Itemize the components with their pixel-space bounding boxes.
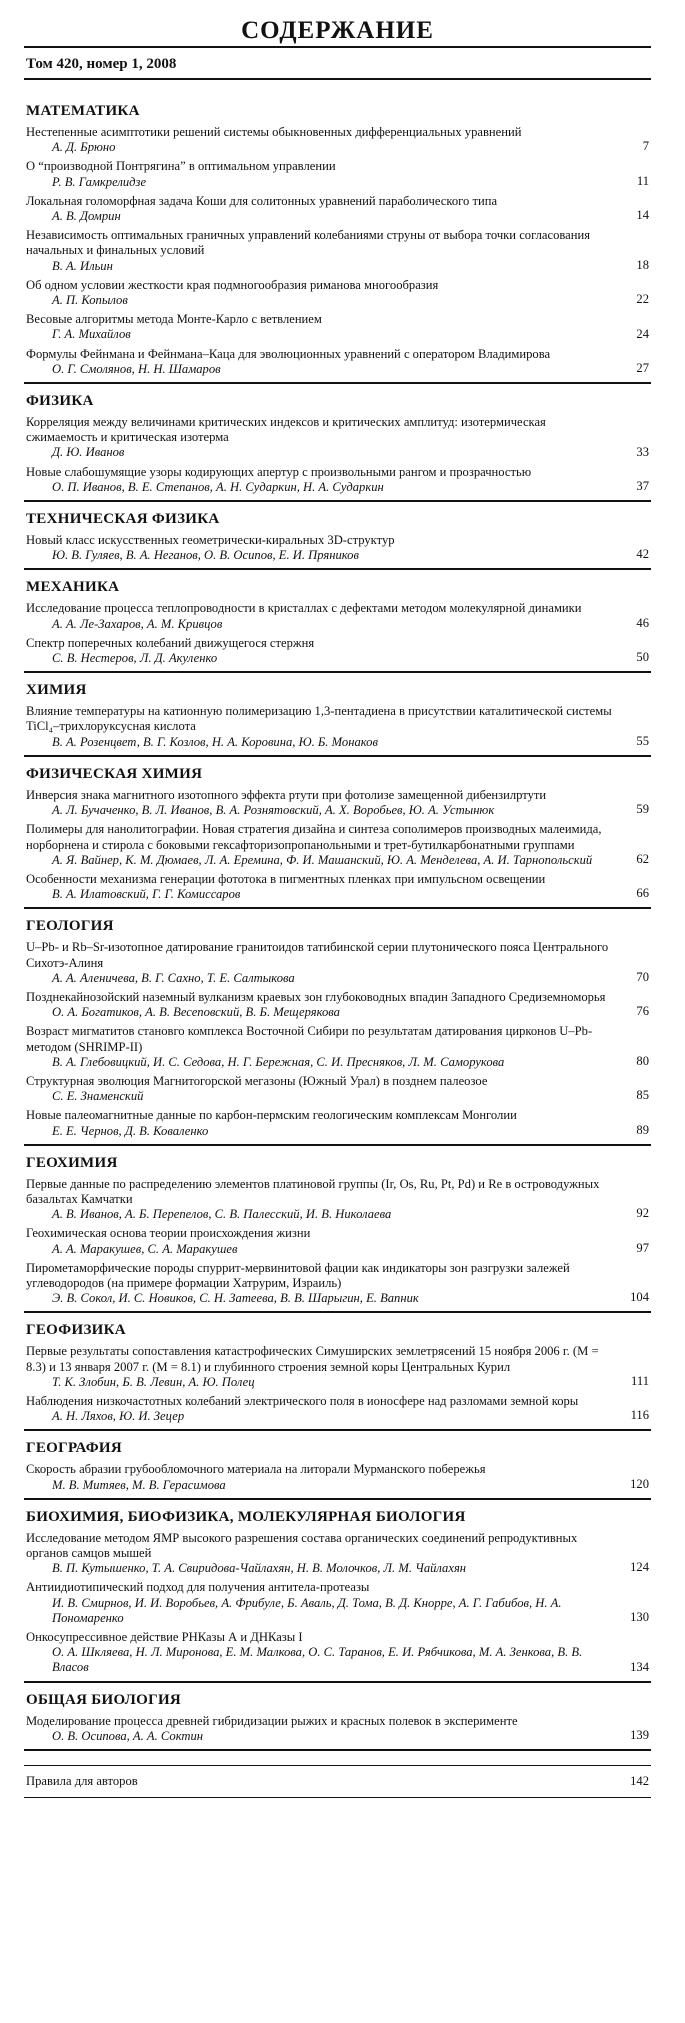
- section: [24, 761, 651, 909]
- section-heading: ГЕОГРАФИЯ: [26, 1440, 122, 1457]
- article-authors: А. Л. Бучаченко, В. Л. Иванов, В. А. Рознятовский, А. Х. Воробьев, Ю. А. Устынюк: [52, 803, 495, 818]
- section: [24, 574, 651, 673]
- article-entry[interactable]: [24, 821, 651, 869]
- article-page-number: 14: [636, 208, 649, 223]
- article-entry[interactable]: [24, 600, 651, 632]
- article-entry[interactable]: [24, 532, 651, 564]
- article-entry[interactable]: [24, 787, 651, 819]
- article-title: О “производной Понтрягина” в оптимальном управлении: [26, 159, 336, 174]
- section: [24, 1687, 651, 1751]
- article-title: Влияние температуры на катионную полимеризацию 1,3-пентадиена в присутствии каталитической системы TiCl₄–трихлоруксусная кислота: [26, 704, 612, 734]
- article-title: Об одном условии жесткости края подмногообразия риманова многообразия: [26, 277, 439, 292]
- article-title: Корреляция между величинами критических индексов и критических амплитуд: изотермическая сжимаемость и критическая изотерма: [26, 415, 546, 445]
- article-entry[interactable]: [24, 124, 651, 156]
- article-entry[interactable]: [24, 1225, 651, 1257]
- article-title: Нестепенные асимптотики решений системы обыкновенных дифференциальных уравнений: [26, 125, 522, 139]
- article-page-number: 55: [636, 733, 649, 748]
- article-authors: О. П. Иванов, В. Е. Степанов, А. Н. Сударкин, Н. А. Сударкин: [52, 479, 384, 494]
- section-heading: ХИМИЯ: [26, 682, 87, 699]
- sections-list: [24, 98, 651, 1751]
- article-page-number: 59: [636, 802, 649, 817]
- article-entry[interactable]: [24, 989, 651, 1021]
- article-page-number: 104: [630, 1290, 649, 1305]
- article-entry[interactable]: [24, 1260, 651, 1308]
- article-page-number: 11: [636, 173, 649, 188]
- article-title: Новые палеомагнитные данные по карбон-пермским геологическим комплексам Монголии: [26, 1108, 517, 1123]
- article-title: Скорость абразии грубообломочного материала на литорали Мурманского побережья: [26, 1462, 486, 1477]
- article-title: Инверсия знака магнитного изотопного эффекта ртути при фотолизе замещенной дибензилртути: [26, 787, 547, 802]
- article-title: Первые данные по распределению элементов платиновой группы (Ir, Os, Ru, Pt, Pd) и Re в островодужных базальтах Камчатки: [26, 1176, 600, 1206]
- article-authors: Ю. В. Гуляев, В. А. Неганов, О. В. Осипов, Е. И. Пряников: [52, 548, 359, 563]
- section-heading: МАТЕМАТИКА: [26, 103, 140, 119]
- article-entry[interactable]: [24, 1073, 651, 1105]
- article-authors: В. А. Глебовицкий, И. С. Седова, Н. Г. Бережная, С. И. Пресняков, Л. М. Саморукова: [52, 1054, 505, 1069]
- section-heading: МЕХАНИКА: [26, 579, 120, 596]
- article-authors: О. А. Богатиков, А. В. Весеповский, В. Б. Мещерякова: [52, 1005, 340, 1020]
- footer-label: Правила для авторов: [26, 1774, 138, 1789]
- section-heading: ГЕОЛОГИЯ: [26, 918, 114, 935]
- article-authors: А. В. Иванов, А. Б. Перепелов, С. В. Палесский, И. В. Николаева: [52, 1207, 392, 1222]
- article-page-number: 42: [636, 547, 649, 562]
- article-page-number: 7: [642, 139, 649, 154]
- article-entry[interactable]: [24, 227, 651, 275]
- article-authors: Е. Е. Чернов, Д. В. Коваленко: [52, 1123, 209, 1138]
- article-entry[interactable]: [24, 1579, 651, 1627]
- footer-page: 142: [630, 1774, 649, 1789]
- article-title: Формулы Фейнмана и Фейнмана–Каца для эволюционных уравнений с оператором Владимирова: [26, 346, 551, 361]
- contents-page: [24, 0, 651, 1798]
- article-page-number: 70: [636, 969, 649, 984]
- section-heading: ГЕОХИМИЯ: [26, 1154, 118, 1171]
- article-authors: А. Н. Ляхов, Ю. И. Зецер: [52, 1409, 185, 1424]
- article-entry[interactable]: [24, 346, 651, 378]
- article-authors: А. В. Домрин: [52, 209, 121, 224]
- section: [24, 1504, 651, 1683]
- article-entry[interactable]: [24, 464, 651, 496]
- article-title: Независимость оптимальных граничных управлений колебаниями струны от выбора точки согласования начальных и финальных условий: [26, 228, 591, 258]
- article-title: Позднекайнозойский наземный вулканизм краевых зон глубоководных впадин Западного Средиземноморья: [26, 989, 606, 1004]
- article-authors: В. А. Ильин: [52, 258, 113, 273]
- article-title: Новый класс искусственных геометрически-киральных 3D-структур: [26, 533, 395, 548]
- footer-rule: [24, 1797, 651, 1798]
- article-page-number: 120: [630, 1476, 649, 1491]
- article-entry[interactable]: [24, 1176, 651, 1224]
- article-title: Исследование процесса теплопроводности в кристаллах с дефектами методом молекулярной динамики: [26, 601, 582, 616]
- section: [24, 1317, 651, 1431]
- article-authors: А. А. Ле-Захаров, А. М. Кривцов: [52, 616, 223, 631]
- article-entry[interactable]: [24, 1713, 651, 1745]
- section: [24, 677, 651, 757]
- article-entry[interactable]: [24, 1461, 651, 1493]
- article-page-number: 33: [636, 444, 649, 459]
- article-authors: Р. В. Гамкрелидзе: [52, 174, 147, 189]
- article-authors: В. А. Илатовский, Г. Г. Комиссаров: [52, 887, 241, 902]
- article-page-number: 18: [636, 257, 649, 272]
- article-page-number: 22: [636, 292, 649, 307]
- article-title: Особенности механизма генерации фототока в пигментных пленках при импульсном освещении: [26, 871, 546, 886]
- article-authors: В. А. Розенцвет, В. Г. Козлов, Н. А. Коровина, Ю. Б. Монаков: [52, 734, 378, 749]
- article-page-number: 89: [636, 1122, 649, 1137]
- article-entry[interactable]: [24, 1343, 651, 1391]
- footer-entry[interactable]: [24, 1765, 651, 1791]
- article-authors: А. П. Копылов: [52, 293, 128, 308]
- article-authors: Т. К. Злобин, Б. В. Левин, А. Ю. Полец: [52, 1374, 255, 1389]
- article-title: Геохимическая основа теории происхождения жизни: [26, 1226, 311, 1241]
- article-title: Пирометаморфические породы спуррит-мервинитовой фации как индикаторы зон разгрузки залежей углеводородов (на примере формации Хатрурим, Израиль): [26, 1260, 570, 1290]
- article-page-number: 130: [630, 1610, 649, 1625]
- article-entry[interactable]: [24, 1629, 651, 1677]
- issue-line: Том 420, номер 1, 2008: [26, 56, 177, 72]
- article-page-number: 97: [636, 1240, 649, 1255]
- article-title: Весовые алгоритмы метода Монте-Карло с ветвлением: [26, 312, 322, 327]
- article-page-number: 85: [636, 1088, 649, 1103]
- article-authors: С. В. Нестеров, Л. Д. Акуленко: [52, 651, 218, 666]
- section: [24, 98, 651, 384]
- section-heading: ФИЗИЧЕСКАЯ ХИМИЯ: [26, 765, 203, 782]
- article-title: Структурная эволюция Магнитогорской мегазоны (Южный Урал) в позднем палеозое: [26, 1073, 488, 1088]
- section-heading: БИОХИМИЯ, БИОФИЗИКА, МОЛЕКУЛЯРНАЯ БИОЛОГИЯ: [26, 1508, 466, 1525]
- article-page-number: 124: [630, 1560, 649, 1575]
- article-authors: Г. А. Михайлов: [52, 327, 131, 342]
- article-page-number: 27: [636, 361, 649, 376]
- article-authors: Э. В. Сокол, И. С. Новиков, С. Н. Затеева, В. В. Шарыгин, Е. Вапник: [52, 1291, 419, 1306]
- article-authors: А. Д. Брюно: [52, 140, 116, 155]
- article-entry[interactable]: [24, 1530, 651, 1578]
- article-page-number: 80: [636, 1053, 649, 1068]
- section-heading: ОБЩАЯ БИОЛОГИЯ: [26, 1691, 182, 1708]
- article-title: U–Pb- и Rb–Sr-изотопное датирование гранитоидов татибинской серии плутонического пояса Центрального Сихотэ-Алиня: [26, 940, 609, 970]
- section: [24, 388, 651, 502]
- article-authors: А. А. Аленичева, В. Г. Сахно, Т. Е. Салтыкова: [52, 970, 295, 985]
- article-entry[interactable]: [24, 414, 651, 462]
- article-title: Наблюдения низкочастотных колебаний электрического поля в ионосфере над разломами земной коры: [26, 1393, 579, 1408]
- article-entry[interactable]: [24, 158, 651, 190]
- section: [24, 913, 651, 1145]
- article-authors: Д. Ю. Иванов: [52, 445, 125, 460]
- article-authors: А. А. Маракушев, С. А. Маракушев: [52, 1241, 238, 1256]
- article-entry[interactable]: [24, 703, 651, 751]
- article-entry[interactable]: [24, 193, 651, 225]
- article-title: Первые результаты сопоставления катастрофических Симуширских землетрясений 15 ноября 2006 г. (M = 8.3) и 13 января 2007 г. (M = 8.1) и глубинного строения земной коры Центральных Курил: [26, 1344, 599, 1374]
- section: [24, 1435, 651, 1499]
- article-authors: С. Е. Знаменский: [52, 1089, 144, 1104]
- article-page-number: 37: [636, 479, 649, 494]
- article-page-number: 46: [636, 615, 649, 630]
- article-entry[interactable]: [24, 311, 651, 343]
- section-heading: ГЕОФИЗИКА: [26, 1322, 126, 1339]
- article-entry[interactable]: [24, 939, 651, 987]
- article-entry[interactable]: [24, 871, 651, 903]
- article-page-number: 66: [636, 886, 649, 901]
- section: [24, 506, 651, 570]
- article-page-number: 62: [636, 851, 649, 866]
- article-authors: А. Я. Вайнер, К. М. Дюмаев, Л. А. Еремина, Ф. И. Машанский, Ю. А. Менделева, А. И. Тарнопольский: [52, 852, 593, 867]
- article-title: Локальная голоморфная задача Коши для солитонных уравнений параболического типа: [26, 193, 498, 208]
- article-authors: О. В. Осипова, А. А. Соктин: [52, 1728, 204, 1743]
- article-title: Возраст мигматитов становго комплекса Восточной Сибири по результатам датирования цирконов U–Pb-методом (SHRIMP-II): [26, 1024, 593, 1054]
- article-title: Спектр поперечных колебаний движущегося стержня: [26, 635, 315, 650]
- article-authors: М. В. Митяев, М. В. Герасимова: [52, 1477, 226, 1492]
- article-entry[interactable]: [24, 1023, 651, 1071]
- section-heading: ТЕХНИЧЕСКАЯ ФИЗИКА: [26, 511, 220, 528]
- article-authors: О. Г. Смолянов, Н. Н. Шамаров: [52, 361, 221, 376]
- article-authors: В. П. Кутышенко, Т. А. Свиридова-Чайлахян, Н. В. Молочков, Л. М. Чайлахян: [52, 1561, 467, 1576]
- article-entry[interactable]: [24, 635, 651, 667]
- article-page-number: 76: [636, 1004, 649, 1019]
- article-title: Онкосупрессивное действие РНКазы А и ДНКазы I: [26, 1630, 303, 1645]
- section: [24, 1150, 651, 1314]
- article-title: Новые слабошумящие узоры кодирующих апертур с произвольными рангом и прозрачностью: [26, 464, 532, 479]
- article-page-number: 134: [630, 1659, 649, 1674]
- article-page-number: 111: [631, 1373, 649, 1388]
- article-page-number: 92: [636, 1206, 649, 1221]
- article-title: Полимеры для нанолитографии. Новая стратегия дизайна и синтеза сополимеров производных малеимида, норборнена и стирола с боковыми гексафторизопропанольными и трет-бутилкарбонатными группами: [26, 822, 602, 852]
- article-title: Моделирование процесса древней гибридизации рыжих и красных полевок в эксперименте: [26, 1713, 518, 1728]
- article-page-number: 116: [630, 1408, 649, 1423]
- article-title: Антиидиотипический подход для получения антитела-протеазы: [26, 1580, 370, 1595]
- article-authors: И. В. Смирнов, И. И. Воробьев, А. Фрибуле, Б. Аваль, Д. Тома, В. Д. Кнорре, А. Г. Габибов, Н. А. Пономаренко: [52, 1595, 562, 1625]
- article-authors: О. А. Шкляева, Н. Л. Миронова, Е. М. Малкова, О. С. Таранов, Е. И. Рябчикова, М. А. Зенкова, В. В. Власов: [52, 1645, 583, 1675]
- article-page-number: 24: [636, 326, 649, 341]
- article-page-number: 139: [630, 1728, 649, 1743]
- article-entry[interactable]: [24, 1107, 651, 1139]
- page-title: СОДЕРЖАНИЕ: [241, 17, 434, 44]
- article-entry[interactable]: [24, 1393, 651, 1425]
- article-title: Исследование методом ЯМР высокого разрешения состава органических соединений репродуктивных органов самцов мышей: [26, 1530, 578, 1560]
- article-entry[interactable]: [24, 277, 651, 309]
- article-page-number: 50: [636, 650, 649, 665]
- section-heading: ФИЗИКА: [26, 393, 94, 410]
